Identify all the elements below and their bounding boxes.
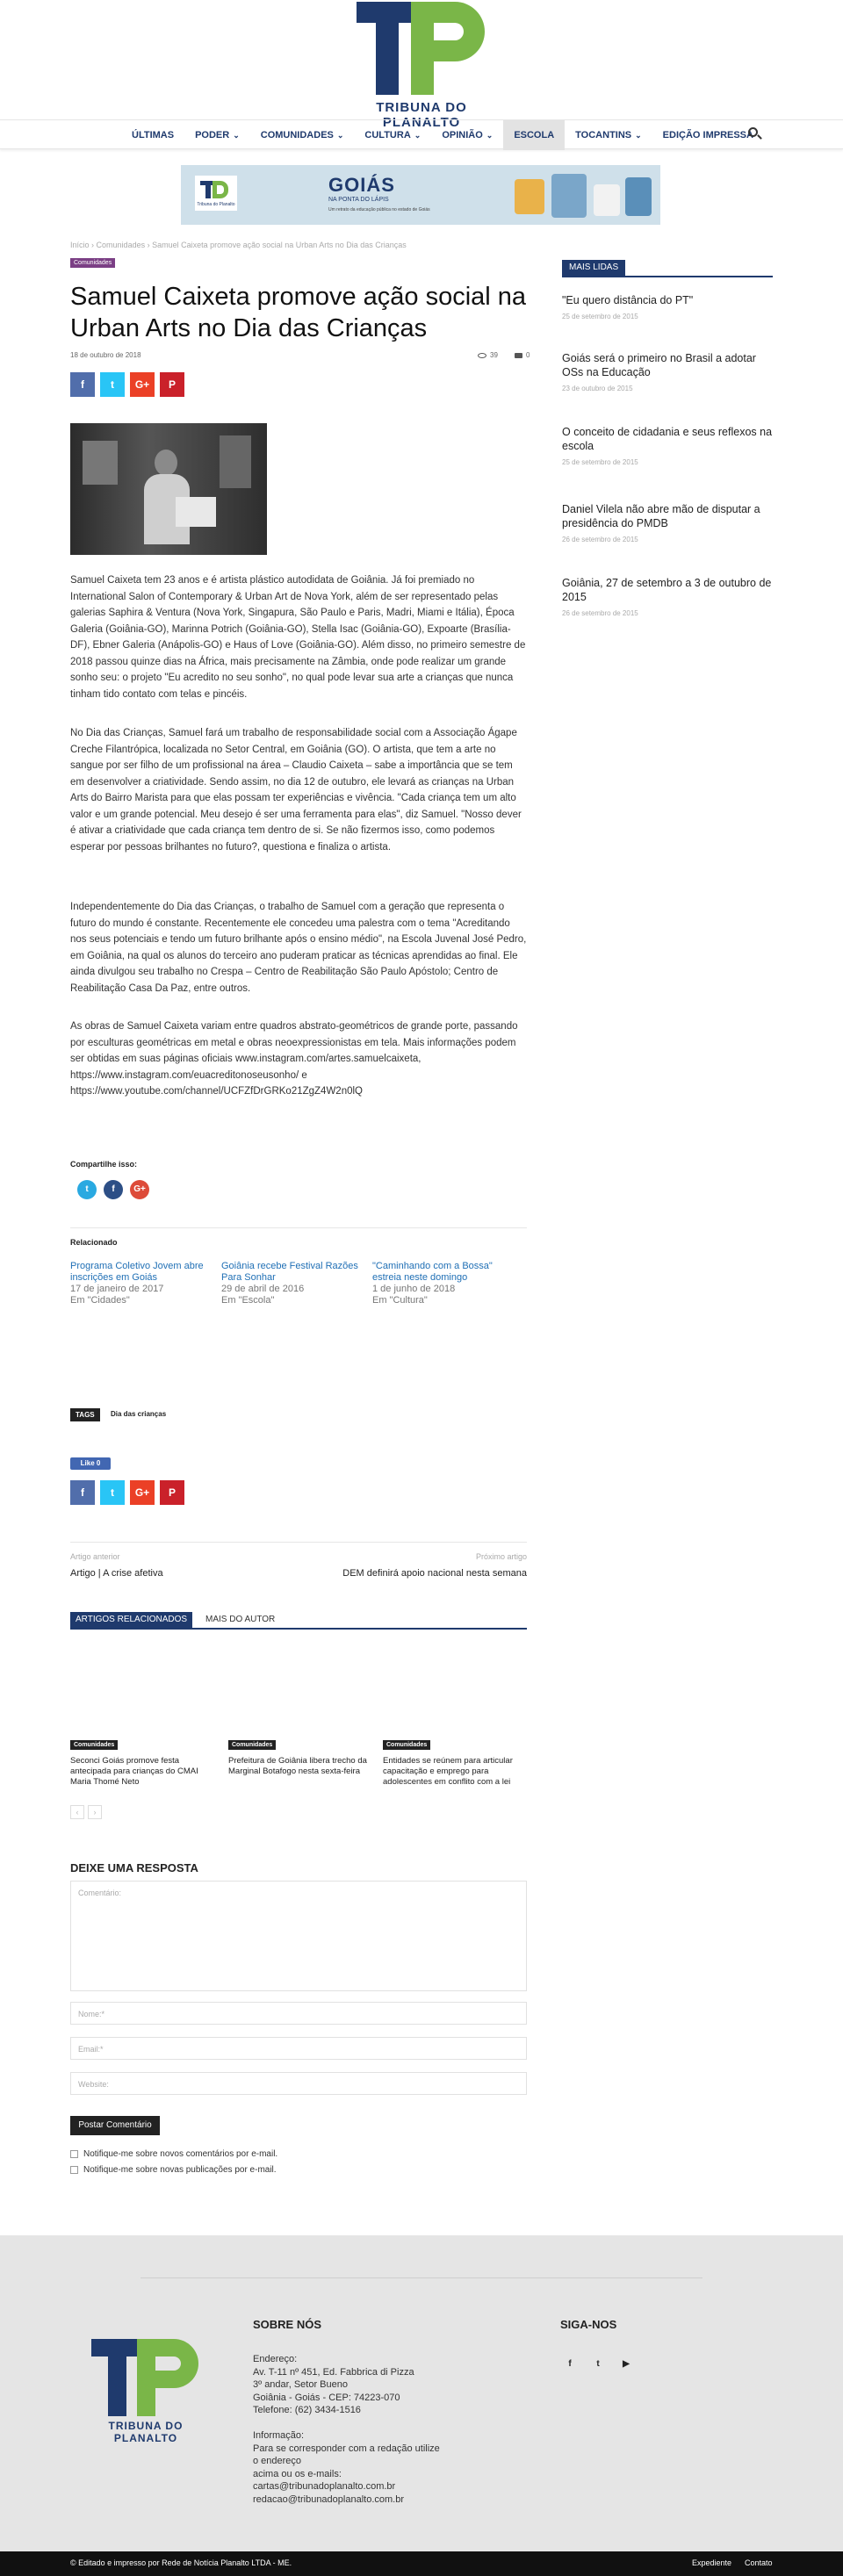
sidebar-item[interactable]: "Eu quero distância do PT" 25 de setembro de 2015 (562, 294, 694, 320)
twitter-icon[interactable]: t (77, 1180, 97, 1199)
divider (70, 1227, 527, 1228)
share-circles (77, 1180, 149, 1199)
notify-posts-checkbox[interactable]: Notifique-me sobre novas publicações por e-mail. (70, 2165, 277, 2175)
related-card[interactable] (228, 1735, 378, 1777)
article-date: 18 de outubro de 2018 (70, 351, 141, 359)
tag-link[interactable]: Dia das crianças (111, 1410, 167, 1418)
comment-icon (515, 353, 522, 358)
website-field[interactable]: Website: (70, 2072, 527, 2095)
nav-item-opini-o[interactable]: OPINIÃO ⌄ (442, 130, 494, 140)
logo-text: TRIBUNA DO PLANALTO (376, 100, 467, 130)
site-logo[interactable] (357, 2, 486, 130)
banner-headline: GOIÁS (328, 174, 395, 196)
name-field[interactable]: Nome:* (70, 2002, 527, 2025)
chevron-down-icon: ⌄ (336, 131, 344, 140)
divider (140, 2277, 702, 2278)
footer-social-title: SIGA-NOS (560, 2318, 617, 2331)
share-bar-top (70, 372, 184, 397)
chevron-down-icon: ⌄ (635, 131, 642, 140)
comment-textarea[interactable]: Comentário: (70, 1881, 527, 1991)
next-article-label: Próximo artigo (475, 1552, 527, 1561)
copyright: © Editado e impresso por Rede de Notícia Planalto LTDA - ME. (70, 2558, 292, 2567)
logo-t-mark (357, 2, 418, 95)
bottom-bar (0, 2551, 843, 2576)
footer-about-text (253, 2353, 446, 2506)
nav-item--ltimas[interactable]: ÚLTIMAS (132, 130, 175, 140)
footer-about-title: SOBRE NÓS (253, 2318, 322, 2331)
notify-comments-checkbox[interactable]: Notifique-me sobre novos comentários por e-mail. (70, 2149, 277, 2159)
reply-title: DEIXE UMA RESPOSTA (70, 1861, 198, 1874)
google-plus-share-button[interactable]: G+ (130, 1480, 155, 1505)
related-item[interactable]: Programa Coletivo Jovem abre inscrições em Goiás 17 de janeiro de 2017 Em "Cidades" (70, 1261, 204, 1306)
article-paragraph-links: As obras de Samuel Caixeta variam entre quadros abstrato-geométricos de grande porte, passando por esculturas geométricas em metal e obras neoexpressionistas em tela. Mais informações podem ser obtidas em suas páginas oficiais www.instagram.com/artes.samuelcaixeta, https://www.instagram.com/euacreditonoseusonho/ e https://www.youtube.com/channel/UCFZfDrGRKo21ZgZ4W2n0lQ (70, 1021, 518, 1097)
footer-about-line: Telefone: (62) 3434-1516 (253, 2405, 361, 2415)
contato-link[interactable]: Contato (745, 2558, 773, 2567)
card-title[interactable]: Seconci Goiás promove festa antecipada para crianças do CMAI Maria Thomé Neto (70, 1756, 198, 1787)
nav-item-poder[interactable]: PODER ⌄ (195, 130, 240, 140)
card-category[interactable]: Comunidades (383, 1740, 430, 1750)
footer-about-line: Informação: (253, 2430, 305, 2441)
sidebar-item[interactable]: Daniel Vilela não abre mão de disputar a presidência do PMDB 26 de setembro de 2015 (562, 503, 760, 543)
sidebar-item[interactable]: Goiás será o primeiro no Brasil a adotar OSs na Educação 23 de outubro de 2015 (562, 352, 756, 392)
banner-sub: NA PONTA DO LÁPIS (328, 197, 389, 203)
banner-ad[interactable] (181, 165, 660, 225)
category-badge[interactable]: Comunidades (70, 258, 115, 268)
facebook-icon[interactable]: f (568, 2359, 572, 2369)
google-plus-icon[interactable]: G+ (130, 1180, 149, 1199)
nav-items (121, 120, 764, 150)
chevron-right-icon[interactable]: › (88, 1805, 102, 1819)
related-block-tabs (70, 1612, 527, 1630)
breadcrumb-category[interactable]: Comunidades (96, 241, 146, 249)
breadcrumb (70, 241, 407, 249)
pinterest-share-button[interactable]: P (160, 1480, 184, 1505)
pinterest-share-button[interactable]: P (160, 372, 184, 397)
twitter-share-button[interactable]: t (100, 1480, 125, 1505)
footer-about-line (253, 2417, 446, 2430)
footer-about-line: 3º andar, Setor Bueno (253, 2379, 348, 2390)
footer-about-line: Para se corresponder com a redação utilize o endereço (253, 2443, 440, 2466)
footer-social-icons (560, 2355, 636, 2374)
youtube-link[interactable]: https://www.youtube.com/channel/UCFZfDrGRKo21ZgZ4W2n0lQ (70, 1086, 363, 1097)
footer-about-line: Goiânia - Goiás - CEP: 74223-070 (253, 2392, 400, 2403)
card-category[interactable]: Comunidades (70, 1740, 118, 1750)
facebook-share-button[interactable]: f (70, 1480, 95, 1505)
nav-item-comunidades[interactable]: COMUNIDADES ⌄ (260, 130, 344, 140)
banner-logo: Tribuna do Planalto (195, 176, 237, 211)
instagram-link[interactable]: https://www.instagram.com/euacreditonoseusonho/ (70, 1069, 299, 1081)
share-bar-bottom (70, 1480, 184, 1505)
sidebar-item[interactable]: O conceito de cidadania e seus reflexos na escola 25 de setembro de 2015 (562, 426, 773, 466)
breadcrumb-current: Samuel Caixeta promove ação social na Urban Arts no Dia das Crianças (152, 241, 407, 249)
card-title[interactable]: Prefeitura de Goiânia libera trecho da Marginal Botafogo nesta sexta-feira (228, 1756, 367, 1776)
banner-illustration (515, 170, 655, 219)
twitter-share-button[interactable]: t (100, 372, 125, 397)
footer-about-line: cartas@tribunadoplanalto.com.br (253, 2481, 396, 2492)
chevron-down-icon: ⌄ (233, 131, 240, 140)
breadcrumb-sep: › (91, 241, 95, 249)
banner-fine: Um retrato da educação pública no estado de Goiás (328, 207, 430, 212)
youtube-icon[interactable]: ▶ (623, 2359, 630, 2369)
nav-item-cultura[interactable]: CULTURA ⌄ (364, 130, 422, 140)
footer-logo[interactable]: TRIBUNA DO PLANALTO (91, 2339, 200, 2436)
article-photo (70, 423, 267, 555)
twitter-icon[interactable]: t (596, 2359, 600, 2369)
footer-about-line: Endereço: (253, 2354, 298, 2364)
nav-item-edi-o-impressa[interactable]: EDIÇÃO IMPRESSA (662, 130, 753, 140)
facebook-like-button[interactable]: Like 0 (70, 1457, 111, 1470)
sidebar-header: MAIS LIDAS (562, 260, 773, 277)
related-label: Relacionado (70, 1238, 118, 1247)
eye-icon (478, 353, 486, 358)
post-comment-button[interactable]: Postar Comentário (70, 2116, 160, 2135)
nav-item-tocantins[interactable]: TOCANTINS ⌄ (575, 130, 642, 140)
views-count: 39 (478, 351, 498, 359)
comments-count[interactable]: 0 (515, 351, 530, 359)
related-item[interactable]: "Caminhando com a Bossa" estreia neste domingo 1 de junho de 2018 Em "Cultura" (372, 1261, 493, 1306)
related-card[interactable] (383, 1735, 532, 1788)
footer-about-line: redacao@tribunadoplanalto.com.br (253, 2493, 404, 2505)
article-paragraph: Samuel Caixeta tem 23 anos e é artista plástico autodidata de Goiânia. Já foi premiado no International Salon of Contemporary & Urban Art de Nova York, além de ser representado pelas galerias Saphira & Ventura (Nova York, Singapura, São Paulo e Paris, Madri, Miami e Itália), Época Galeria (Goiânia-GO), Marinna Potrich (Goiânia-GO), Stella Isac (Goiânia-GO), Expoarte (Brasília-DF), Ebner Galeria (Anápolis-GO) e Haus of Love (Goiânia-GO). Além disso, no primeiro semestre de 2018 passou quinze dias na África, mais precisamente na Zâmbia, onde pode realizar um grande sonho seu: o projeto "Eu acredito no seu sonho", no qual pode levar sua arte a crianças que nunca tinham tido contato com telas e pincéis. (70, 575, 526, 700)
tags-label: TAGS (70, 1408, 100, 1421)
article-paragraph: Independentemente do Dia das Crianças, o trabalho de Samuel com a geração que representa o futuro do mundo é constante. Recentemente ele concedeu uma palestra com o tema "Acreditando nos seus potenciais e tendo um futuro brilhante após o ensino médio", na Escola Juvenal José Pedro, em Goiânia, na qual os alunos do terceiro ano puderam praticar as técnicas aprendidas ao final. Ele ainda divulgou seu trabalho no Crespa – Centro de Reabilitação São Paulo Apóstolo; Centro de Reabilitação Casa Da Paz, entre outros. (70, 902, 527, 994)
chevron-down-icon: ⌄ (414, 131, 422, 140)
expediente-link[interactable]: Expediente (692, 2558, 732, 2567)
article-title: Samuel Caixeta promove ação social na Urban Arts no Dia das Crianças (70, 283, 527, 342)
facebook-share-button[interactable]: f (70, 372, 95, 397)
next-article-link[interactable]: DEM definirá apoio nacional nesta semana (342, 1568, 527, 1579)
email-field[interactable]: Email:* (70, 2037, 527, 2060)
prev-article-link[interactable]: Artigo | A crise afetiva (70, 1568, 163, 1579)
checkbox[interactable] (70, 2166, 78, 2174)
card-category[interactable]: Comunidades (228, 1740, 276, 1750)
divider (70, 1542, 527, 1543)
breadcrumb-home[interactable]: Início (70, 241, 90, 249)
chevron-down-icon: ⌄ (486, 131, 494, 140)
footer-about-line: acima ou os e-mails: (253, 2468, 342, 2479)
main-nav (0, 119, 843, 149)
breadcrumb-sep: › (147, 241, 150, 249)
sidebar-item[interactable]: Goiânia, 27 de setembro a 3 de outubro de 2015 26 de setembro de 2015 (562, 577, 772, 617)
footer-about-line: Av. T-11 nº 451, Ed. Fabbrica di Pizza (253, 2366, 414, 2378)
related-item[interactable]: Goiânia recebe Festival Razões Para Sonhar 29 de abril de 2016 Em "Escola" (221, 1261, 358, 1306)
chevron-left-icon[interactable]: ‹ (70, 1805, 84, 1819)
search-icon[interactable] (748, 127, 762, 141)
google-plus-share-button[interactable]: G+ (130, 372, 155, 397)
prev-article-label: Artigo anterior (70, 1552, 120, 1561)
tab-more-from-author[interactable]: MAIS DO AUTOR (205, 1615, 276, 1624)
tab-related-articles[interactable]: ARTIGOS RELACIONADOS (70, 1612, 192, 1628)
logo-p-mark (411, 2, 485, 95)
nav-item-escola[interactable]: ESCOLA (503, 120, 565, 150)
related-card[interactable] (70, 1735, 220, 1788)
article-paragraph: No Dia das Crianças, Samuel fará um trabalho de responsabilidade social com a Associação Ágape Creche Filantrópica, localizada no Setor Central, em Goiânia (GO). O artista, que tem a arte no sangue por ser filho de um profissional na área – Claudio Caixeta – sabe a importância que se tem em desenvolver a criatividade. Sendo assim, no dia 12 de outubro, ele levará as crianças na Urban Arts do Bairro Marista para que elas possam ter experiências e vivência. "Cada criança tem um alto valor e um grande potencial. Meu desejo é ser uma ferramenta para elas", diz Samuel. "Nosso dever é ativar a criatividade que cada criança tem dentro de si. Se não fizermos isso, como podemos esperar por pessoas brilhantes no futuro?, questiona e finaliza o artista. (70, 728, 522, 853)
card-title[interactable]: Entidades se reúnem para articular capacitação e emprego para adolescentes em conflito com a lei (383, 1756, 513, 1787)
block-pager (70, 1805, 102, 1819)
site-footer (0, 2235, 843, 2551)
instagram-link[interactable]: www.instagram.com/artes.samuelcaixeta (234, 1054, 419, 1064)
checkbox[interactable] (70, 2150, 78, 2158)
share-label: Compartilhe isso: (70, 1160, 138, 1169)
facebook-icon[interactable]: f (104, 1180, 123, 1199)
